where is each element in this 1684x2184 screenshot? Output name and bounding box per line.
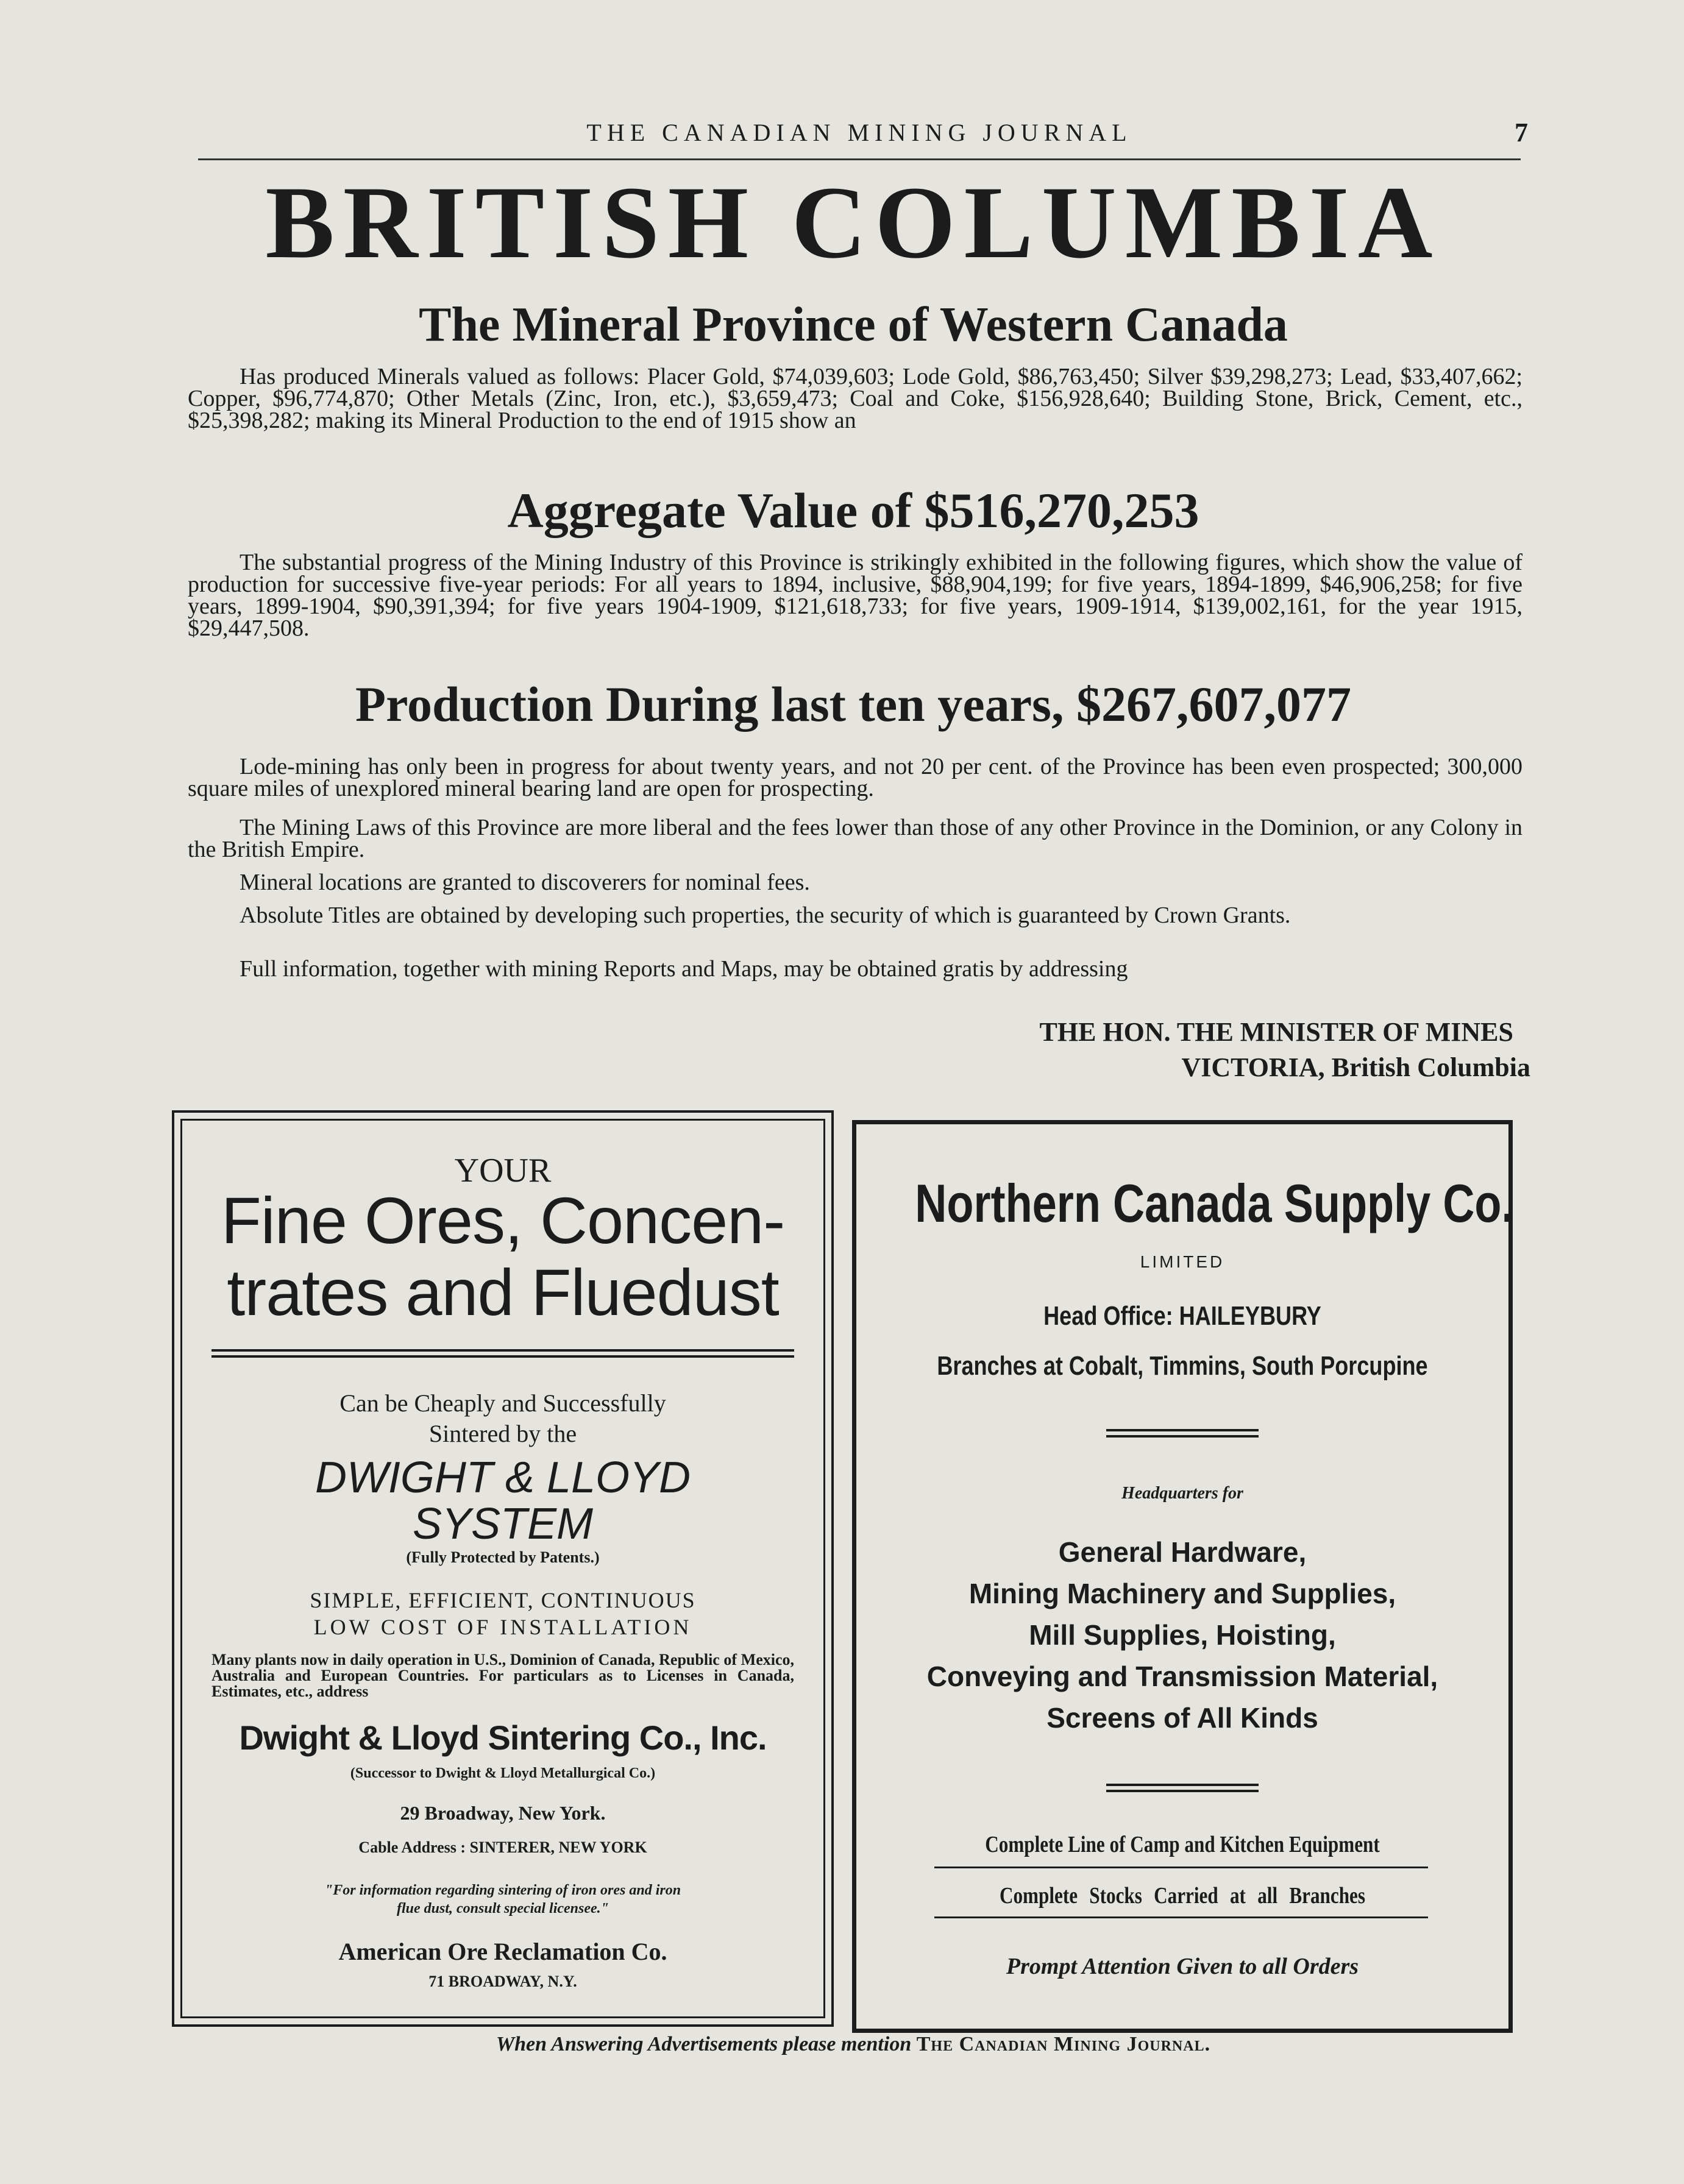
- ad-features-line-1: SIMPLE, EFFICIENT, CONTINUOUS: [310, 1588, 696, 1612]
- dwight-lloyd-ad: [172, 1110, 834, 2027]
- footer-journal-name: The Canadian Mining Journal.: [916, 2033, 1211, 2055]
- ad-northern-company: [856, 1173, 1514, 1234]
- ad-head-office: [856, 1301, 1508, 1331]
- lode-mining-paragraph: Lode-mining has only been in progress for about twenty years, and not 20 per cent. of the Province has been even prospected; 300,000 square miles of unexplored mineral bearing land are open for prospecting.: [188, 754, 1522, 801]
- ad-many-plants: Many plants now in daily operation in U.S., Dominion of Canada, Republic of Mexico, Australia and European Countries. For particulars as to Licenses in Canada, Estimates, etc., address: [211, 1651, 794, 1700]
- ad-stocks-line-text: Complete Stocks Carried at all Branches: [999, 1883, 1366, 1909]
- ad-successor: (Successor to Dwight & Lloyd Metallurgical Co.): [350, 1765, 656, 1781]
- page-number: 7: [1515, 118, 1528, 147]
- footer: [183, 2033, 1524, 2056]
- mining-laws-paragraph: The Mining Laws of this Province are more liberal and the fees lower than those of any other Province in the Dominion, or any Colony in the British Empire.: [188, 815, 1522, 862]
- lower-double-rule: [1106, 1784, 1259, 1792]
- ad-camp-line: [856, 1831, 1508, 1858]
- dwight-lloyd-ad-inner-border: [180, 1119, 825, 2018]
- ad-licensee: American Ore Reclamation Co.: [338, 1938, 667, 1965]
- ad-your: YOUR: [454, 1152, 552, 1190]
- absolute-titles-paragraph: Absolute Titles are obtained by developing such properties, the security of which is guaranteed by Crown Grants.: [240, 902, 1291, 928]
- progress-paragraph: The substantial progress of the Mining Industry of this Province is strikingly exhibited in the following figures, which show the value of production for successive five-year periods: For all years to 1894, inclusive, $88,904,199; for five years, 1894-1899, $46,906,258; for five years, 1899-1904, $90,391,394; for five years 1904-1909, $121,618,733; for five years, 1909-1914, $139,002,161, for the year 1915, $29,447,508.: [188, 550, 1522, 641]
- ad-system-line-2: SYSTEM: [412, 1500, 594, 1548]
- ad-head-office-text: Head Office: HAILEYBURY: [1043, 1301, 1321, 1331]
- running-head: [198, 116, 1528, 160]
- camp-underline: [934, 1867, 1428, 1868]
- ad-branches: [856, 1351, 1508, 1381]
- ad-cable-address: Cable Address : SINTERER, NEW YORK: [358, 1838, 647, 1856]
- signature-line-1: THE HON. THE MINISTER OF MINES: [1039, 1017, 1513, 1047]
- aggregate-heading: Aggregate Value of $516,270,253: [507, 483, 1199, 538]
- ad-stocks-line: [856, 1882, 1508, 1909]
- ad-info-line-1: "For information regarding sintering of iron ores and iron: [324, 1882, 681, 1898]
- headline-double-rule: [211, 1349, 794, 1358]
- ad-patents: (Fully Protected by Patents.): [406, 1548, 600, 1566]
- ad-camp-line-text: Complete Line of Camp and Kitchen Equipment: [985, 1832, 1380, 1857]
- signature-line-2: VICTORIA, British Columbia: [1181, 1052, 1530, 1082]
- ad-headline-line-1: Fine Ores, Concen-: [221, 1183, 785, 1257]
- ad-products-line-2: Mining Machinery and Supplies,: [968, 1578, 1396, 1609]
- production-heading: Production During last ten years, $267,607,077: [355, 676, 1351, 732]
- minerals-paragraph: Has produced Minerals valued as follows: Placer Gold, $74,039,603; Lode Gold, $86,763,450; Silver $39,298,273; Lead, $33,407,662; Copper, $96,774,870; Other Metals (Zinc, Iron, etc.), $3,659,473; Coal and Coke, $156,928,640; Building Stone, Brick, Cement, etc., $25,398,282; making its Mineral Production to the end of 1915 show an: [188, 364, 1522, 433]
- ad-products-line-4: Conveying and Transmission Material,: [926, 1661, 1438, 1692]
- upper-double-rule: [1106, 1429, 1259, 1438]
- ad-features-line-2: LOW COST OF INSTALLATION: [313, 1615, 692, 1639]
- ad-branches-text: Branches at Cobalt, Timmins, South Porcupine: [937, 1351, 1428, 1381]
- northern-canada-supply-ad: [852, 1120, 1513, 2033]
- footer-italic-text: When Answering Advertisements please mention: [496, 2033, 917, 2055]
- mineral-locations-paragraph: Mineral locations are granted to discoverers for nominal fees.: [240, 870, 810, 895]
- stocks-underline: [934, 1916, 1428, 1918]
- ad-limited: LIMITED: [1140, 1252, 1225, 1271]
- ad-system-line-1: DWIGHT & LLOYD: [314, 1453, 691, 1502]
- ad-headline-line-2: trates and Fluedust: [227, 1255, 779, 1329]
- article-subtitle: The Mineral Province of Western Canada: [419, 298, 1288, 352]
- ad-can-be: Can be Cheaply and Successfully: [339, 1389, 666, 1417]
- ad-licensee-address: 71 BROADWAY, N.Y.: [428, 1973, 577, 1990]
- full-information-paragraph: Full information, together with mining Reports and Maps, may be obtained gratis by addressing: [240, 956, 1128, 982]
- ad-products-line-3: Mill Supplies, Hoisting,: [1029, 1619, 1336, 1651]
- ad-products-line-1: General Hardware,: [1058, 1536, 1307, 1568]
- article-title: BRITISH COLUMBIA: [265, 165, 1441, 280]
- ad-info-line-2: flue dust, consult special licensee.": [397, 1901, 609, 1916]
- ad-address: 29 Broadway, New York.: [400, 1802, 606, 1824]
- ad-headquarters-for: Headquarters for: [1121, 1484, 1243, 1503]
- ad-northern-company-text: Northern Canada Supply Co.: [915, 1173, 1514, 1233]
- ad-products-line-5: Screens of All Kinds: [1046, 1702, 1318, 1734]
- ad-sintered: Sintered by the: [428, 1420, 577, 1447]
- ad-prompt-attention: Prompt Attention Given to all Orders: [1006, 1954, 1359, 1979]
- ad-company-name: Dwight & Lloyd Sintering Co., Inc.: [239, 1718, 767, 1757]
- running-title: THE CANADIAN MINING JOURNAL: [586, 119, 1132, 146]
